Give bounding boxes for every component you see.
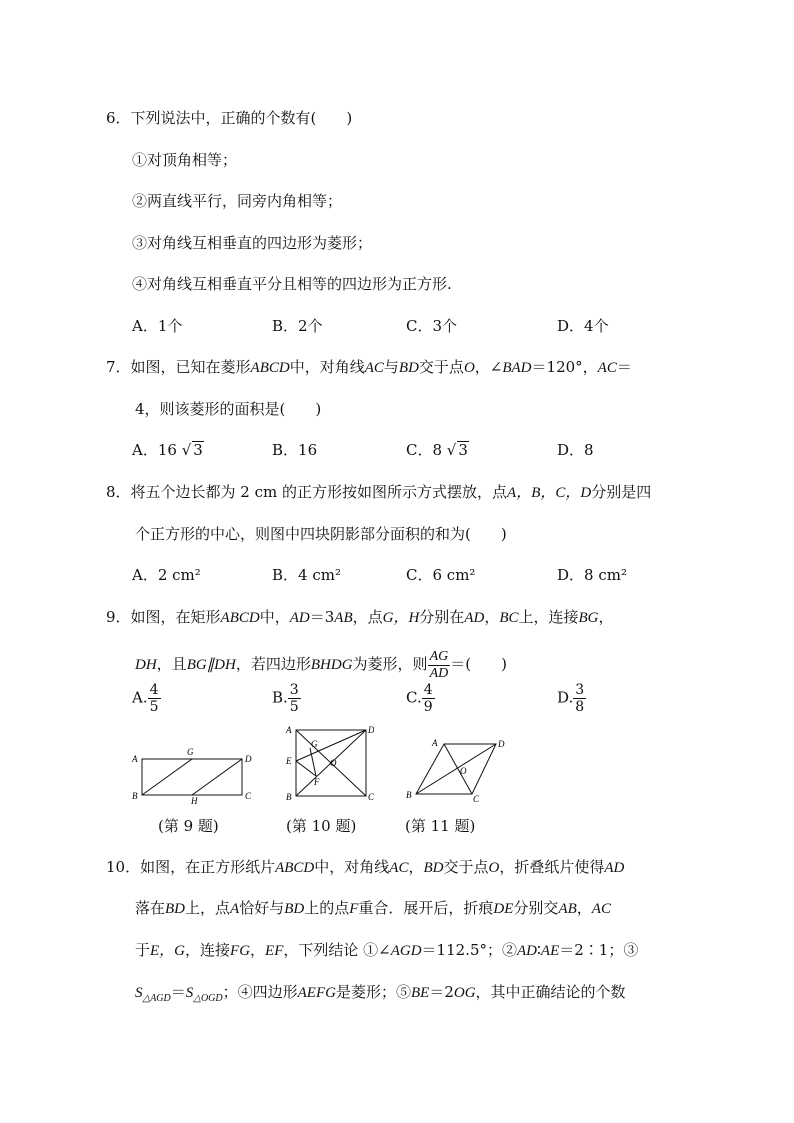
q6-option-b: B．2个 (272, 317, 323, 335)
q8-line-1: 8．将五个边长都为 2 cm 的正方形按如图所示方式摆放，点A，B，C，D分别是四 (106, 483, 652, 501)
fig9-caption: (第 9 题) (158, 817, 219, 835)
figure-10 (280, 722, 374, 804)
q7-option-a: A．16 √ 3 (132, 441, 203, 459)
q10-line-2: 落在BD上，点A恰好与BD上的点F重合．展开后，折痕DE分别交AB，AC (135, 899, 611, 917)
q8-option-d: D．8 cm² (557, 566, 627, 584)
fig9-label-g: G (187, 747, 194, 757)
fig11-caption: (第 11 题) (405, 817, 476, 835)
q9-option-b: B. $\frac{3}{5}$ (272, 682, 299, 715)
q10-line-4: $S_{\triangle AGD}=S_{\triangle OGD}$；④四边形AEFG是菱形；⑤BE＝2OG，其中正确结论的个数 (135, 983, 626, 1004)
fig9-label-a: A (132, 754, 138, 764)
fig10-label-c: C (368, 792, 374, 802)
q6-item-1: ①对顶角相等； (132, 151, 238, 169)
q6-item-2: ②两直线平行，同旁内角相等； (132, 192, 343, 210)
fig9-rectangle (142, 759, 242, 795)
q8-line-2: 个正方形的中心，则图中四块阴影部分面积的和为( ) (135, 525, 507, 543)
q6-item-4: ④对角线互相垂直平分且相等的四边形为正方形. (132, 275, 452, 293)
fig9-label-b: B (132, 791, 138, 801)
q6-option-d: D．4个 (557, 317, 609, 335)
q9-fraction: $\frac{AG}{AD}$ (429, 648, 449, 681)
q10-line-1: 10．如图，在正方形纸片ABCD中，对角线AC，BD交于点O，折叠纸片使得AD (106, 858, 625, 876)
fig11-label-a: A (432, 738, 438, 748)
q7-option-d: D．8 (557, 441, 594, 459)
fig9-label-d: D (245, 754, 252, 764)
q9-line-2: DH，且BG∥DH，若四边形BHDG为菱形，则 $\frac{AG}{AD}$ ＝( ) (135, 648, 507, 681)
fig10-label-e: E (286, 756, 292, 766)
fig9-label-h: H (191, 796, 198, 806)
fig11-label-o: O (460, 766, 467, 776)
q7-option-b: B．16 (272, 441, 318, 459)
fig9-line-bg (142, 759, 192, 795)
q10-line-3: 于E，G，连接FG，EF，下列结论 ①∠AGD＝112.5°；②AD∶AE＝2∶1；③ (135, 941, 639, 959)
fig10-label-f: F (314, 777, 320, 787)
fig10-label-b: B (286, 792, 292, 802)
fig11-diagonal-ac (444, 744, 472, 794)
q8-option-a: A．2 cm² (132, 566, 201, 584)
fig10-label-o: O (330, 758, 337, 768)
fig10-label-d: D (368, 725, 374, 735)
fig9-label-c: C (245, 791, 252, 801)
q7-line-1: 7．如图，已知在菱形ABCD中，对角线AC与BD交于点O，∠BAD＝120°，AC＝ (106, 358, 632, 376)
fig10-label-g: G (311, 739, 318, 749)
q6-stem: 6．下列说法中，正确的个数有( ) (106, 109, 353, 127)
q9-option-a: A. $\frac{4}{5}$ (132, 682, 159, 715)
q9-option-d: D. $\frac{3}{8}$ (557, 682, 585, 715)
q9-option-c: C. $\frac{4}{9}$ (406, 682, 433, 715)
fig11-label-c: C (473, 794, 480, 804)
fig11-label-d: D (498, 739, 505, 749)
fig10-fold-de (296, 730, 366, 761)
figure-9 (128, 744, 258, 806)
fig9-line-dh (192, 759, 242, 795)
q7-line-2: 4，则该菱形的面积是( ) (135, 400, 322, 418)
q7-option-c: C．8 √ 3 (406, 441, 468, 459)
fig10-label-a: A (286, 725, 292, 735)
fig10-caption: (第 10 题) (286, 817, 357, 835)
q8-option-b: B．4 cm² (272, 566, 341, 584)
q6-option-c: C．3个 (406, 317, 458, 335)
figure-11 (400, 734, 512, 804)
q6-option-a: A．1个 (132, 317, 183, 335)
q6-item-3: ③对角线互相垂直的四边形为菱形； (132, 234, 373, 252)
q9-line-1: 9．如图，在矩形ABCD中，AD＝3AB，点G，H分别在AD，BC上，连接BG， (106, 608, 614, 626)
fig11-label-b: B (406, 790, 412, 800)
q8-option-c: C．6 cm² (406, 566, 476, 584)
